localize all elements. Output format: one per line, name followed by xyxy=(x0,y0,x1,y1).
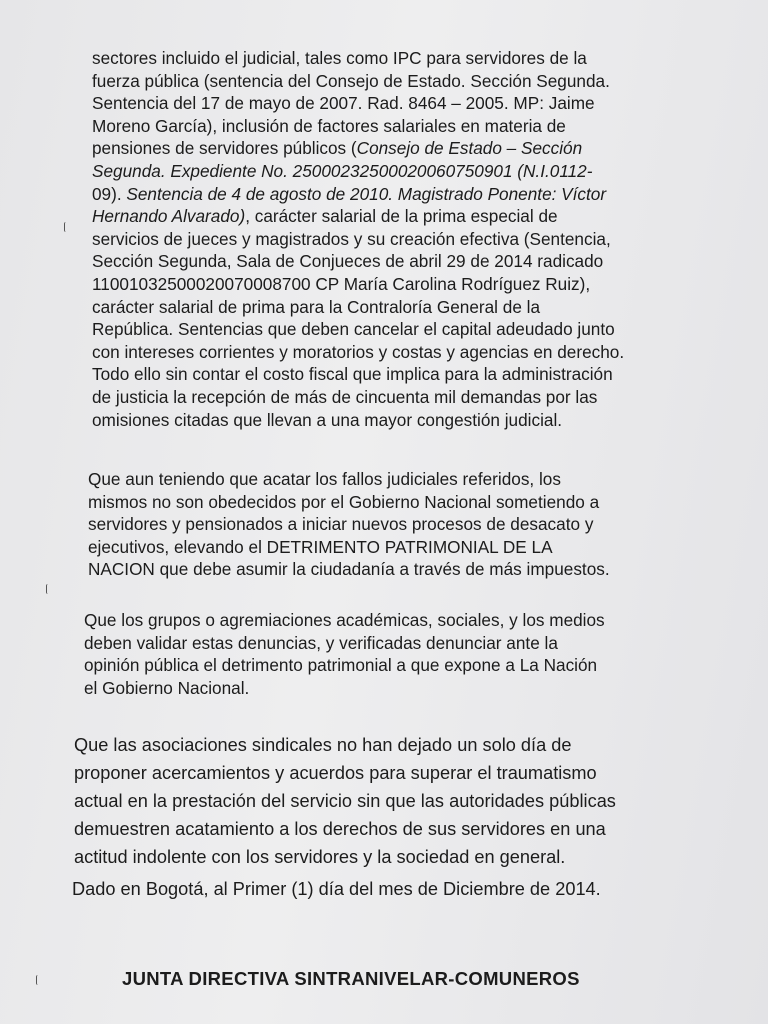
text-line: mismos no son obedecidos por el Gobierno Nacional sometiendo a xyxy=(88,491,600,512)
text-line: el Gobierno Nacional. xyxy=(84,677,250,698)
text-line: Que los grupos o agremiaciones académicas, sociales, y los medios xyxy=(84,610,605,630)
paragraph-unions xyxy=(74,731,686,871)
italic-citation: Sentencia de 4 de agosto de 2010. Magistrado Ponente: Víctor xyxy=(121,183,607,204)
italic-citation: Segunda. Expediente No. 25000232500020060750901 (N.I.0112- xyxy=(92,160,593,181)
text-line: con intereses corrientes y moratorios y costas y agencias en derecho. xyxy=(92,341,625,362)
text-line: omisiones citadas que llevan a una mayor congestión judicial. xyxy=(92,409,563,430)
text-line: Que las asociaciones sindicales no han dejado un solo día de xyxy=(74,735,572,755)
italic-citation: Consejo de Estado – Sección xyxy=(356,138,583,159)
text-line xyxy=(92,137,670,160)
margin-mark xyxy=(46,584,51,594)
closing-date-line: Dado en Bogotá, al Primer (1) día del mes de Diciembre de 2014. xyxy=(72,879,601,899)
text-line: Moreno García), inclusión de factores salariales en materia de xyxy=(92,115,566,136)
text-line: carácter salarial de prima para la Contraloría General de la xyxy=(92,296,541,317)
text-segment: 09). xyxy=(92,183,122,204)
text-segment: pensiones de servidores públicos ( xyxy=(92,138,357,159)
paragraph-detriment xyxy=(88,468,678,581)
margin-mark xyxy=(64,222,69,232)
text-line: Todo ello sin contar el costo fiscal que implica para la administración xyxy=(92,364,613,385)
text-segment: , carácter salarial de la prima especial de xyxy=(245,206,558,227)
text-line: fuerza pública (sentencia del Consejo de Estado. Sección Segunda. xyxy=(92,70,610,91)
italic-citation: Hernando Alvarado) xyxy=(92,206,246,227)
text-line: Sentencia del 17 de mayo de 2007. Rad. 8464 – 2005. MP: Jaime xyxy=(92,93,595,114)
signature-line: JUNTA DIRECTIVA SINTRANIVELAR-COMUNEROS xyxy=(122,968,580,989)
text-line: demuestren acatamiento a los derechos de sus servidores en una xyxy=(74,819,606,839)
text-line: NACION que debe asumir la ciudadanía a través de más impuestos. xyxy=(88,559,610,580)
text-line: ejecutivos, elevando el DETRIMENTO PATRIMONIAL DE LA xyxy=(88,536,553,557)
text-line: deben validar estas denuncias, y verificadas denunciar ante la xyxy=(84,632,558,653)
text-line: 11001032500020070008700 CP María Carolina Rodríguez Ruiz), xyxy=(92,273,591,294)
text-line: servidores y pensionados a iniciar nuevos procesos de desacato y xyxy=(88,514,594,535)
text-line: sectores incluido el judicial, tales como IPC para servidores de la xyxy=(92,48,587,68)
text-line: proponer acercamientos y acuerdos para superar el traumatismo xyxy=(74,763,597,783)
text-line: servicios de jueces y magistrados y su creación efectiva (Sentencia, xyxy=(92,228,611,249)
text-line xyxy=(92,183,670,206)
text-line: actual en la prestación del servicio sin que las autoridades públicas xyxy=(74,791,616,811)
text-line: de justicia la recepción de más de cincuenta mil demandas por las xyxy=(92,386,598,407)
text-line xyxy=(92,205,670,228)
text-line: República. Sentencias que deben cancelar el capital adeudado junto xyxy=(92,319,615,340)
text-line: Que aun teniendo que acatar los fallos judiciales referidos, los xyxy=(88,469,561,489)
text-line: Sección Segunda, Sala de Conjueces de abril 29 de 2014 radicado xyxy=(92,251,604,272)
paragraph-groups xyxy=(84,609,682,699)
text-line: opinión pública el detrimento patrimonial a que expone a La Nación xyxy=(84,655,598,676)
paragraph-court-rulings xyxy=(92,47,670,431)
text-line: actitud indolente con los servidores y la sociedad en general. xyxy=(74,847,566,867)
margin-mark xyxy=(36,975,41,985)
